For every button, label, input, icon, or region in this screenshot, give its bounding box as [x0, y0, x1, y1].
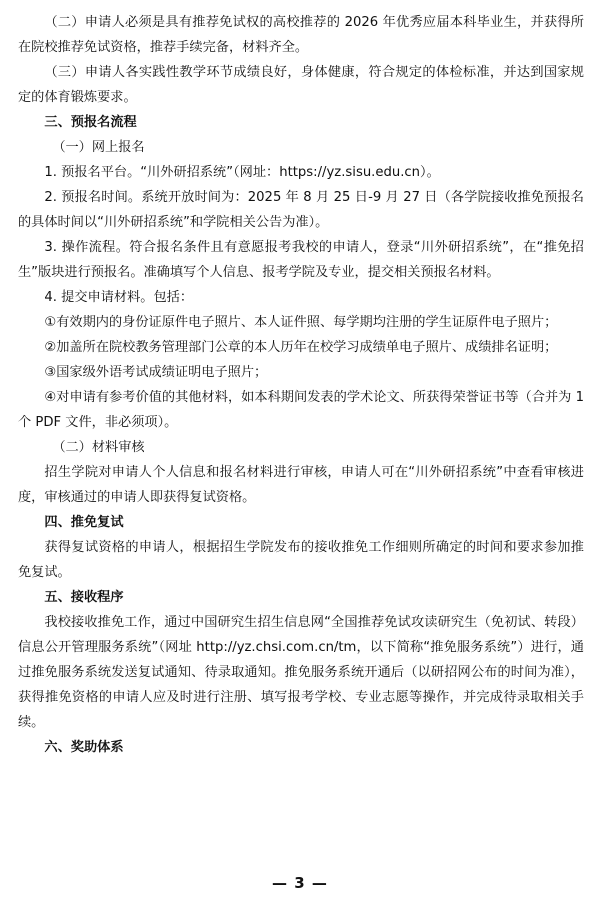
section-heading-scholarship-system: 六、奖助体系 — [44, 740, 124, 755]
paragraph-recommendation-requirement: （二）申请人必须是具有推荐免试权的高校推荐的 2026 年优秀应届本科毕业生，并获得所在院校推荐免试资格，推荐手续完备，材料齐全。 — [18, 15, 584, 55]
list-item-id-photos: ①有效期内的身份证原件电子照片、本人证件照、每学期均注册的学生证原件电子照片； — [44, 315, 558, 330]
document-body — [18, 10, 584, 760]
paragraph-health-requirement: （三）申请人各实践性教学环节成绩良好，身体健康，符合规定的体检标准，并达到国家规定的体育锻炼要求。 — [18, 65, 584, 105]
paragraph-submit-materials: 4. 提交申请材料。包括： — [44, 290, 194, 305]
list-item-other-materials: ④对申请有参考价值的其他材料，如本科期间发表的学术论文、所获得荣誉证书等（合并为 1 个 PDF 文件，非必须项）。 — [18, 390, 584, 430]
list-item-language-certificate: ③国家级外语考试成绩证明电子照片； — [44, 365, 268, 380]
paragraph-admission-procedure: 我校接收推免工作，通过中国研究生招生信息网“全国推荐免试攻读研究生（免初试、转段）信息公开管理服务系统”（网址 http://yz.chsi.com.cn/tm，以下简称“推免服务系统”）进行，通过推免服务系统发送复试通知、待录取通知。推免服务系统开通后（以研招网公布的时间为准），获得推免资格的申请人应及时进行注册、填写报考学校、专业志愿等操作，并完成待录取相关手续。 — [18, 615, 584, 730]
list-item-transcript: ②加盖所在院校教务管理部门公章的本人历年在校学习成绩单电子照片、成绩排名证明； — [44, 340, 558, 355]
paragraph-reexamination: 获得复试资格的申请人，根据招生学院发布的接收推免工作细则所确定的时间和要求参加推免复试。 — [18, 540, 584, 580]
subsection-heading-material-review: （二）材料审核 — [52, 440, 145, 455]
page-number: — 3 — — [272, 874, 328, 892]
section-heading-admission-procedure: 五、接收程序 — [44, 590, 124, 605]
paragraph-registration-time: 2. 预报名时间。系统开放时间为：2025 年 8 月 25 日-9 月 27 日（各学院接收推免预报名的具体时间以“川外研招系统”和学院相关公告为准）。 — [18, 190, 584, 230]
section-heading-pre-registration: 三、预报名流程 — [44, 115, 137, 130]
paragraph-operation-process: 3. 操作流程。符合报名条件且有意愿报考我校的申请人，登录“川外研招系统”，在“推免招生”版块进行预报名。准确填写个人信息、报考学院及专业，提交相关预报名材料。 — [18, 240, 584, 280]
paragraph-material-review: 招生学院对申请人个人信息和报名材料进行审核，申请人可在“川外研招系统”中查看审核进度，审核通过的申请人即获得复试资格。 — [18, 465, 584, 505]
paragraph-platform: 1. 预报名平台。“川外研招系统”（网址：https://yz.sisu.edu.cn）。 — [44, 165, 440, 180]
section-heading-reexamination: 四、推免复试 — [44, 515, 124, 530]
subsection-heading-online-registration: （一）网上报名 — [52, 140, 145, 155]
